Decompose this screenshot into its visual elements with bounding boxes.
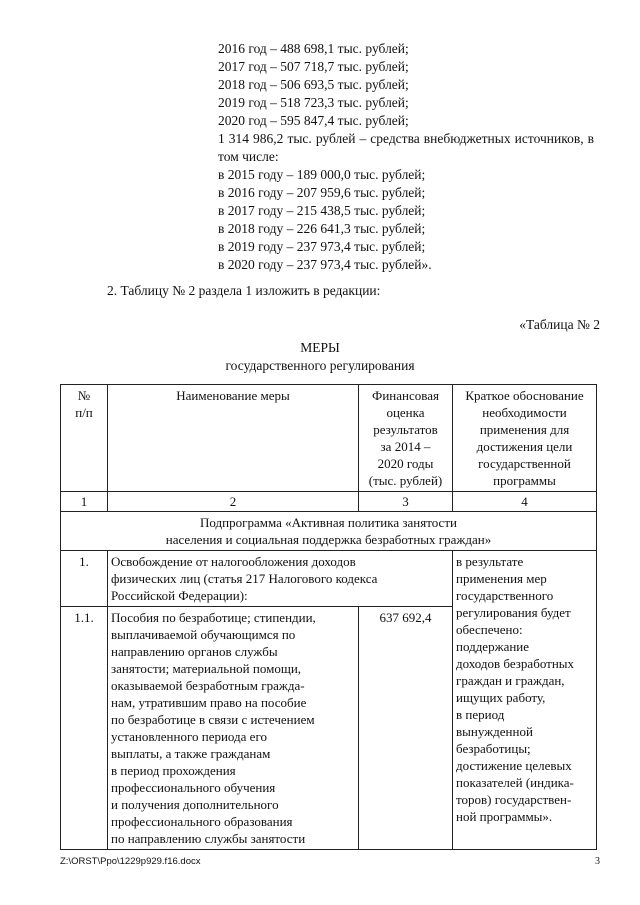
row-number: 1.	[61, 551, 108, 607]
table-title: МЕРЫ	[300, 340, 340, 355]
row-number: 1.1.	[61, 607, 108, 850]
funding-line: 2017 год – 507 718,7 тыс. рублей;	[218, 59, 409, 74]
table-reference: «Таблица № 2	[519, 317, 600, 332]
funding-line: в 2019 году – 237 973,4 тыс. рублей;	[218, 239, 426, 254]
column-number: 2	[108, 492, 359, 512]
column-number: 1	[61, 492, 108, 512]
measure-name: Пособия по безработице; стипендии, выплачиваемой обучающимся по направлению органов службы занятости; материальной помощи, оказываемой безработным гражда- нам, утратившим право на пособие по безработице в связи с истечением установленного периода его выплаты, а также гражданам в период прохождения профессионального обучения и получения дополнительного профессионального образования по направлению службы занятости	[108, 607, 359, 850]
justification-text: в результате применения мер государственного регулирования будет обеспечено: поддержание доходов безработных граждан и граждан, ищущих работу, в период вынужденной безработицы; достижение целевых показателей (индика- торов) государствен- ной программы».	[453, 551, 597, 850]
measures-table	[60, 384, 597, 850]
funding-line: 2016 год – 488 698,1 тыс. рублей;	[218, 41, 409, 56]
funding-line: в 2016 году – 207 959,6 тыс. рублей;	[218, 185, 426, 200]
funding-line: 2018 год – 506 693,5 тыс. рублей;	[218, 77, 409, 92]
funding-line: в 2015 году – 189 000,0 тыс. рублей;	[218, 167, 426, 182]
page-number: 3	[595, 856, 600, 867]
table-header-row	[61, 385, 597, 492]
subprogram-row	[61, 512, 597, 551]
extra-budget-text: 1 314 986,2 тыс. рублей – средства внебюджетных источников, в том числе:	[218, 131, 594, 164]
measure-name: Освобождение от налогообложения доходов физических лиц (статья 217 Налогового кодекса Российской Федерации):	[108, 551, 453, 607]
funding-line: в 2017 году – 215 438,5 тыс. рублей;	[218, 203, 426, 218]
table-subtitle: государственного регулирования	[225, 358, 415, 373]
column-number-row	[61, 492, 597, 512]
header-number: № п/п	[61, 385, 108, 492]
column-number: 4	[453, 492, 597, 512]
amendment-paragraph: 2. Таблицу № 2 раздела 1 изложить в редакции:	[107, 283, 381, 298]
funding-line: 2019 год – 518 723,3 тыс. рублей;	[218, 95, 409, 110]
funding-line: в 2018 году – 226 641,3 тыс. рублей;	[218, 221, 426, 236]
table-row	[61, 551, 597, 607]
footer-file-path: Z:\ORST\Ppo\1229p929.f16.docx	[60, 856, 201, 867]
funding-line: в 2020 году – 237 973,4 тыс. рублей».	[218, 257, 432, 272]
column-number: 3	[359, 492, 453, 512]
subprogram-title: Подпрограмма «Активная политика занятости населения и социальная поддержка безработных граждан»	[61, 512, 597, 551]
funding-block	[218, 40, 594, 274]
header-justification: Краткое обоснование необходимости применения для достижения цели государственной программы	[453, 385, 597, 492]
financial-value: 637 692,4	[359, 607, 453, 850]
header-financial-estimate: Финансовая оценка результатов за 2014 – 2020 годы (тыс. рублей)	[359, 385, 453, 492]
funding-line: 2020 год – 595 847,4 тыс. рублей;	[218, 113, 409, 128]
header-measure-name: Наименование меры	[108, 385, 359, 492]
